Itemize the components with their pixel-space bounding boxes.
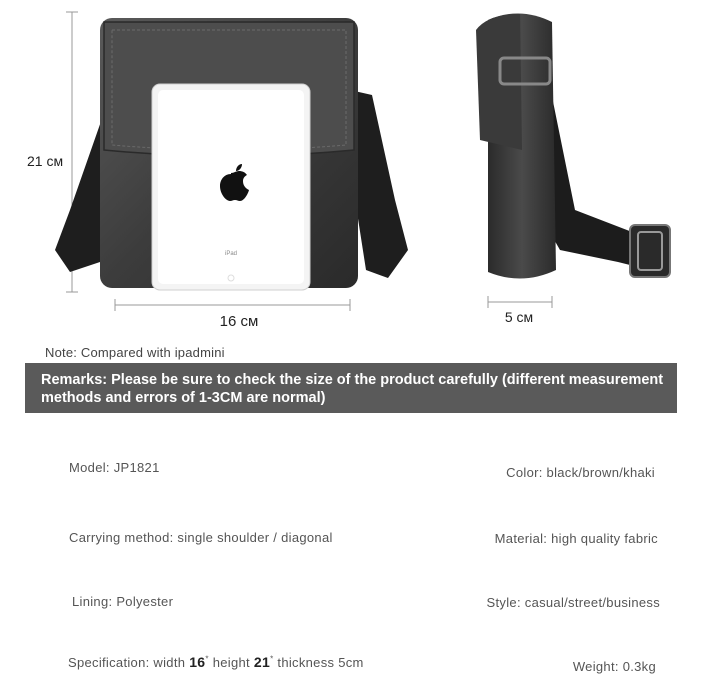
remarks-banner: Remarks: Please be sure to check the size of the product carefully (different measurement methods and errors of 1-3CM are normal) (25, 363, 677, 413)
spec-height-label: height (212, 655, 250, 670)
product-illustration (0, 0, 702, 340)
spec-model: Model: JP1821 (69, 460, 160, 475)
spec-carrying-method: Carrying method: single shoulder / diagonal (69, 530, 333, 545)
ipad-mini (152, 84, 310, 290)
height-label: 21 см (27, 153, 64, 169)
spec-height-mark: * (270, 654, 274, 664)
side-bag (476, 13, 670, 278)
spec-style: Style: casual/street/business (486, 595, 660, 610)
spec-width-value: 16 (189, 654, 206, 670)
spec-prefix: Specification: width (68, 655, 186, 670)
thickness-label: 5 см (504, 309, 534, 325)
spec-weight: Weight: 0.3kg (572, 659, 656, 674)
ipad-label: iPad (224, 251, 238, 257)
spec-width-mark: * (205, 654, 209, 664)
note-text: Note: Compared with ipadmini (45, 345, 225, 360)
spec-lining: Lining: Polyester (72, 594, 174, 609)
thickness-dimension-line (488, 296, 552, 308)
spec-height-value: 21 (253, 654, 271, 670)
spec-color: Color: black/brown/khaki (506, 465, 655, 480)
width-dimension-line (115, 299, 350, 311)
spec-specification (68, 654, 364, 670)
spec-material: Material: high quality fabric (494, 531, 658, 546)
width-label: 16 см (219, 313, 259, 330)
spec-thickness: thickness 5cm (277, 655, 364, 670)
